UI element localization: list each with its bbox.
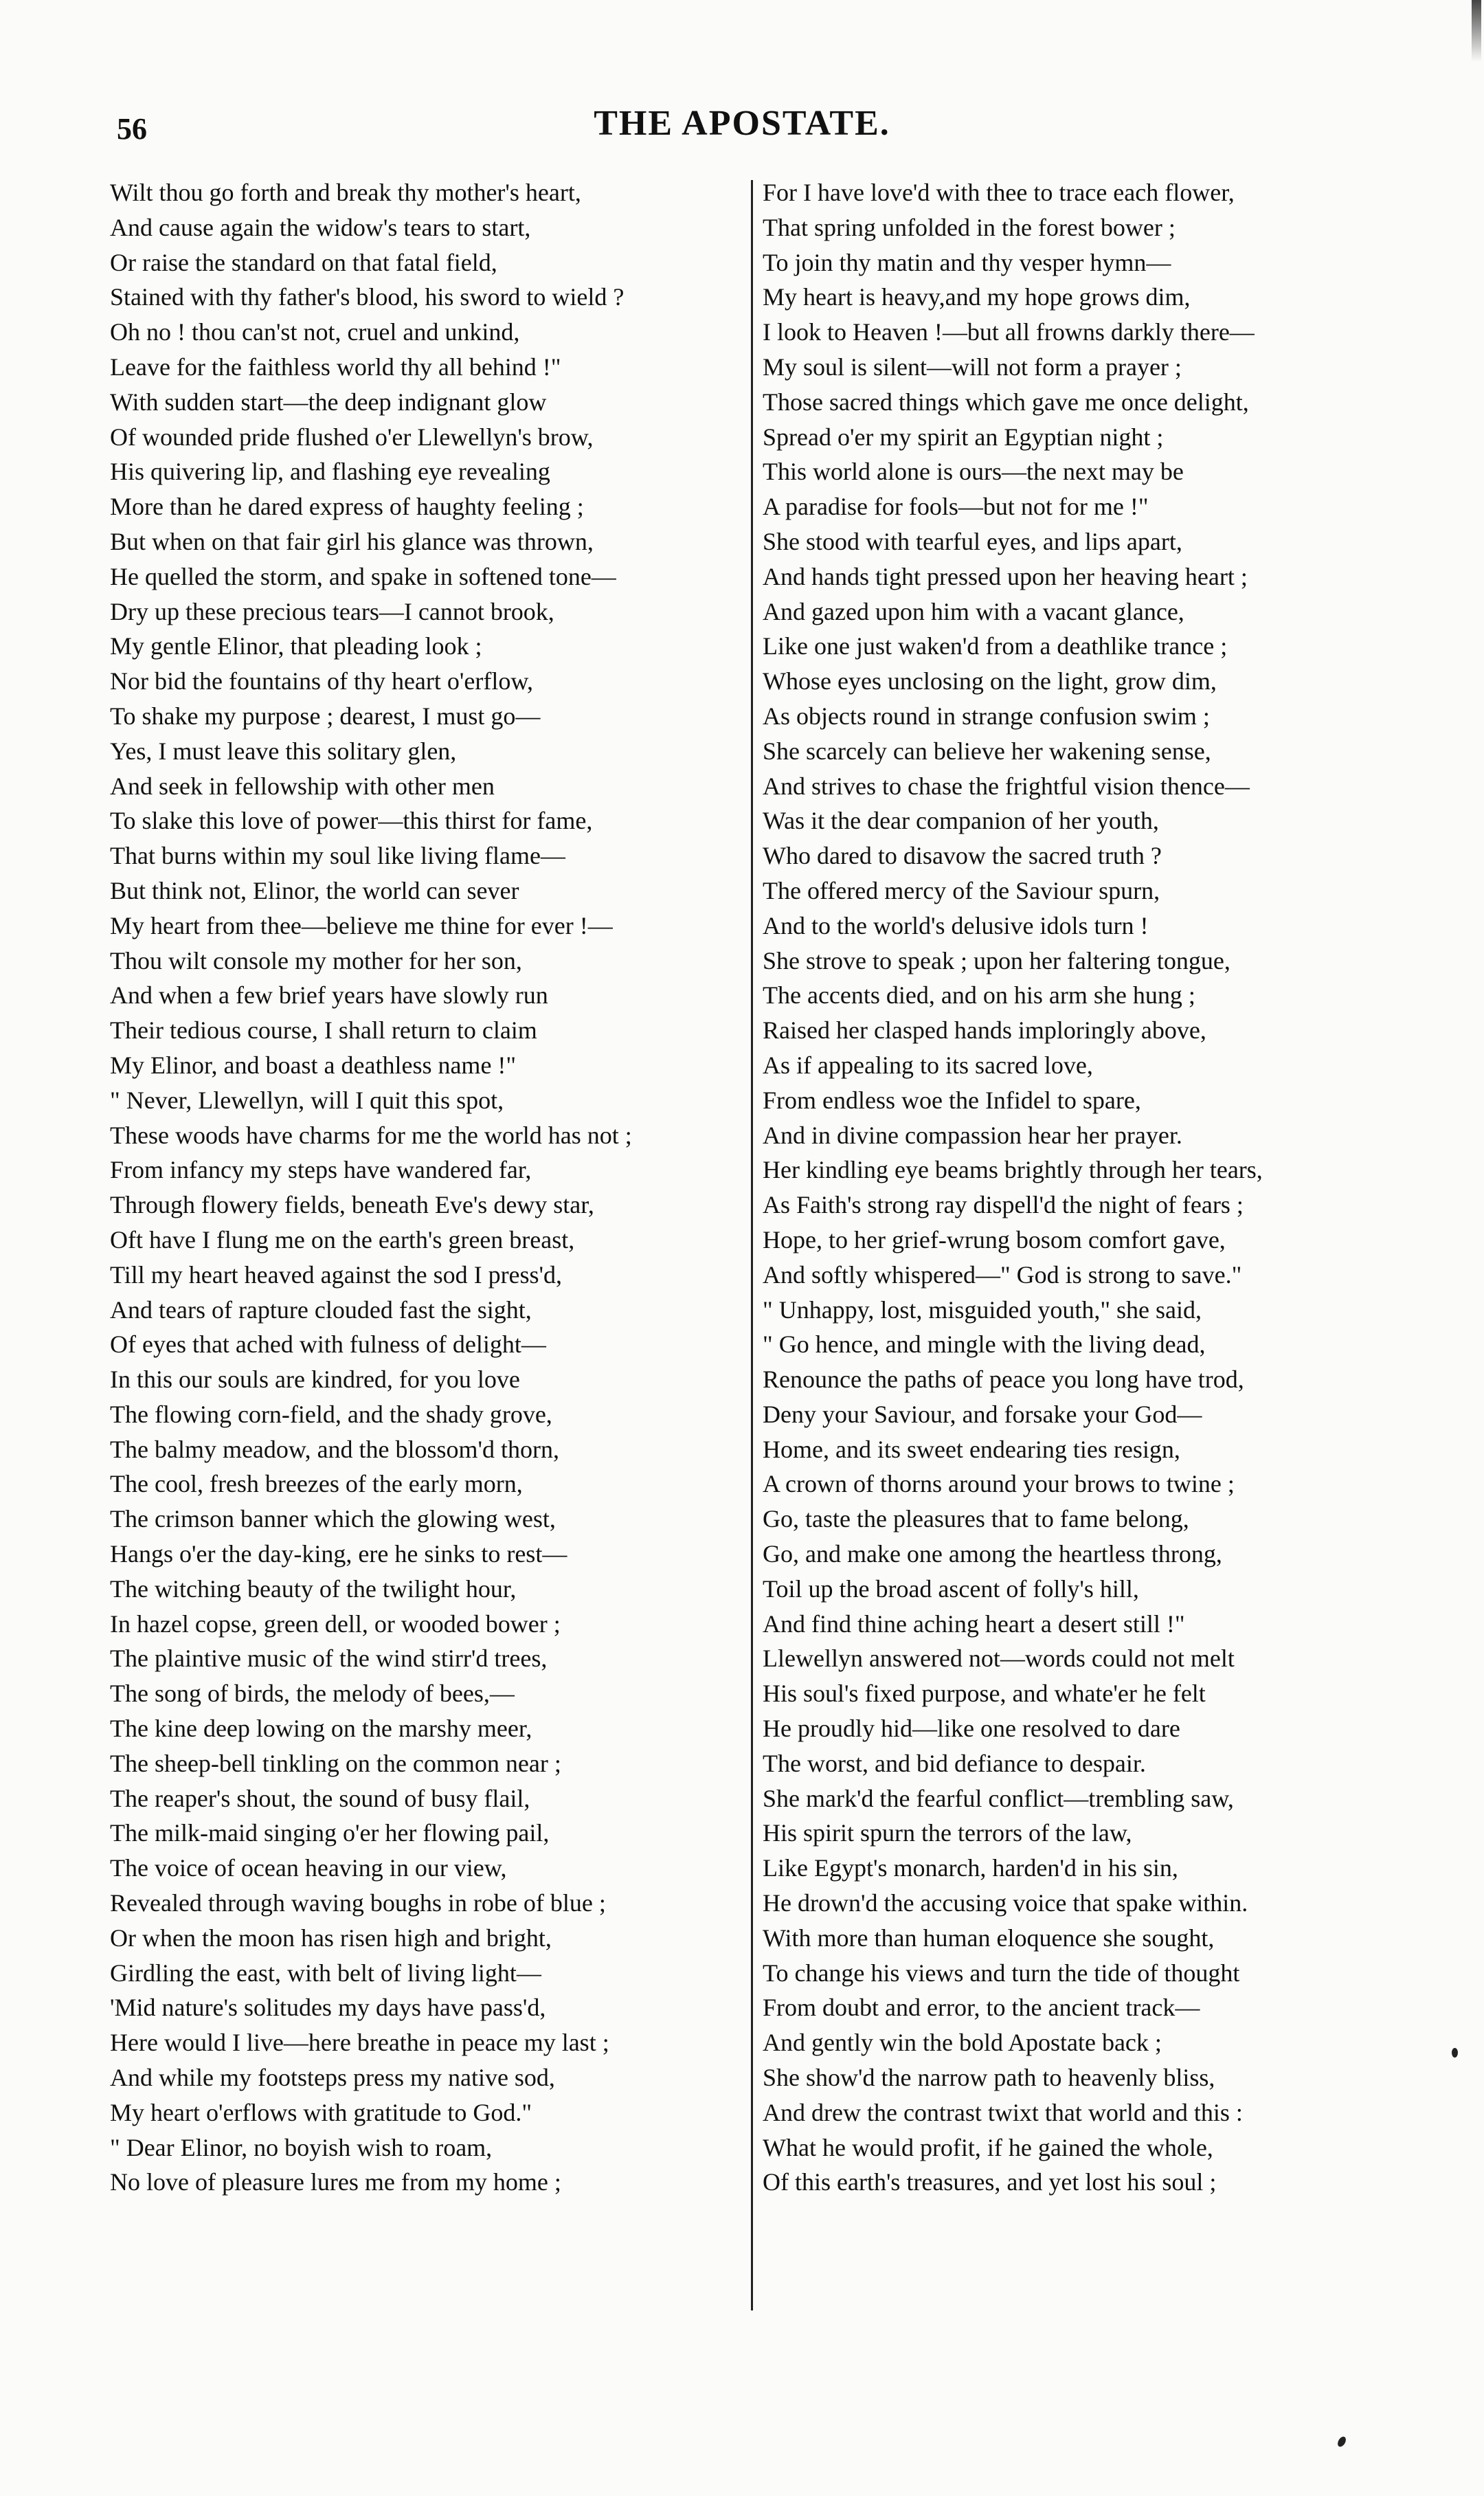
poem-line: My heart from thee—believe me thine for ever !—	[110, 911, 613, 939]
poem-line: What he would profit, if he gained the whole,	[763, 2133, 1213, 2161]
poem-line: The offered mercy of the Saviour spurn,	[763, 876, 1160, 904]
poem-line: Oh no ! thou can'st not, cruel and unkind,	[110, 318, 520, 346]
poem-line: Or when the moon has risen high and bright,	[110, 1924, 552, 1952]
right-column	[763, 175, 1422, 2200]
poem-line: " Unhappy, lost, misguided youth," she said,	[763, 1295, 1202, 1324]
poem-line: He drown'd the accusing voice that spake within.	[763, 1889, 1248, 1917]
poem-line: But think not, Elinor, the world can sever	[110, 876, 519, 904]
poem-line: Oft have I flung me on the earth's green breast,	[110, 1225, 575, 1253]
poem-line: From endless woe the Infidel to spare,	[763, 1086, 1141, 1114]
poem-line: In this our souls are kindred, for you love	[110, 1366, 520, 1394]
poem-line: More than he dared express of haughty feeling ;	[110, 493, 584, 521]
poem-line: Stained with thy father's blood, his sword to wield ?	[110, 283, 625, 311]
poem-line: The voice of ocean heaving in our view,	[110, 1854, 507, 1882]
poem-line: Deny your Saviour, and forsake your God—	[763, 1400, 1202, 1428]
poem-line: And when a few brief years have slowly run	[110, 981, 548, 1010]
poem-line: A paradise for fools—but not for me !"	[763, 493, 1149, 521]
poem-line: Here would I live—here breathe in peace my last ;	[110, 2029, 609, 2057]
poem-line: Hangs o'er the day-king, ere he sinks to rest—	[110, 1540, 567, 1568]
poem-line: The balmy meadow, and the blossom'd thorn,	[110, 1435, 560, 1463]
poem-line: These woods have charms for me the world has not ;	[110, 1121, 632, 1149]
poem-line: This world alone is ours—the next may be	[763, 458, 1184, 486]
poem-line: No love of pleasure lures me from my home ;	[110, 2168, 561, 2196]
poem-line: That burns within my soul like living flame—	[110, 842, 565, 870]
poem-line: But when on that fair girl his glance was thrown,	[110, 527, 594, 555]
poem-line: Spread o'er my spirit an Egyptian night ;	[763, 423, 1164, 451]
poem-line: To shake my purpose ; dearest, I must go—	[110, 702, 541, 730]
poem-line: Till my heart heaved against the sod I press'd,	[110, 1260, 563, 1289]
poem-line: Home, and its sweet endearing ties resign,	[763, 1435, 1180, 1463]
poem-line: With sudden start—the deep indignant glow	[110, 388, 547, 416]
margin-ink-dot	[1452, 2048, 1458, 2058]
poem-line: His quivering lip, and flashing eye revealing	[110, 458, 550, 486]
poem-line: The milk-maid singing o'er her flowing pail,	[110, 1819, 550, 1847]
poem-line: She show'd the narrow path to heavenly bliss,	[763, 2064, 1215, 2092]
poem-line: To change his views and turn the tide of thought	[763, 1959, 1240, 1987]
poem-line: Like Egypt's monarch, harden'd in his sin,	[763, 1854, 1178, 1882]
poem-line: For I have love'd with thee to trace each flower,	[763, 179, 1235, 206]
poem-line: The flowing corn-field, and the shady grove,	[110, 1400, 552, 1428]
poem-line: And softly whispered—" God is strong to save."	[763, 1260, 1242, 1289]
poem-line: And gently win the bold Apostate back ;	[763, 2029, 1162, 2057]
poem-line: And hands tight pressed upon her heaving heart ;	[763, 562, 1248, 590]
poem-line: To join thy matin and thy vesper hymn—	[763, 248, 1171, 276]
poem-line: His spirit spurn the terrors of the law,	[763, 1819, 1132, 1847]
poem-line: Revealed through waving boughs in robe of blue ;	[110, 1889, 606, 1917]
poem-line: And gazed upon him with a vacant glance,	[763, 597, 1184, 625]
column-divider	[751, 180, 753, 2310]
poem-line: Renounce the paths of peace you long have trod,	[763, 1366, 1244, 1394]
poem-line: Of eyes that ached with fulness of delight—	[110, 1330, 546, 1359]
poem-line: The accents died, and on his arm she hung ;	[763, 981, 1195, 1010]
poem-line: That spring unfolded in the forest bower ;	[763, 213, 1176, 241]
poem-line: 'Mid nature's solitudes my days have pass'd,	[110, 1994, 546, 2022]
poem-line: Of wounded pride flushed o'er Llewellyn's brow,	[110, 423, 594, 451]
poem-line: Or raise the standard on that fatal field,	[110, 248, 497, 276]
page-number: 56	[117, 112, 147, 146]
poem-line: He proudly hid—like one resolved to dare	[763, 1715, 1180, 1743]
poem-line: And seek in fellowship with other men	[110, 772, 495, 800]
poem-line: " Dear Elinor, no boyish wish to roam,	[110, 2133, 493, 2161]
poem-line: The worst, and bid defiance to despair.	[763, 1749, 1146, 1777]
poem-line: And find thine aching heart a desert still !"	[763, 1609, 1185, 1638]
poem-line: Go, taste the pleasures that to fame belong,	[763, 1505, 1189, 1533]
poem-line: She mark'd the fearful conflict—trembling saw,	[763, 1784, 1234, 1812]
left-column	[110, 175, 797, 2200]
poem-line: Girdling the east, with belt of living light—	[110, 1959, 541, 1987]
poem-line: And strives to chase the frightful vision thence—	[763, 772, 1250, 800]
poem-line: My heart o'erflows with gratitude to God."	[110, 2098, 532, 2126]
poem-line: A crown of thorns around your brows to twine ;	[763, 1470, 1235, 1498]
poem-line: My heart is heavy,and my hope grows dim,	[763, 283, 1191, 311]
poem-line: Their tedious course, I shall return to claim	[110, 1016, 537, 1045]
poem-line: In hazel copse, green dell, or wooded bower ;	[110, 1609, 561, 1638]
poem-line: Toil up the broad ascent of folly's hill,	[763, 1574, 1139, 1603]
poem-line: As objects round in strange confusion swim ;	[763, 702, 1210, 730]
poem-line: Leave for the faithless world thy all behind !"	[110, 353, 561, 381]
poem-line: The cool, fresh breezes of the early morn,	[110, 1470, 523, 1498]
poem-line: From doubt and error, to the ancient track—	[763, 1994, 1200, 2022]
poem-line: And to the world's delusive idols turn !	[763, 911, 1149, 939]
poem-line: As if appealing to its sacred love,	[763, 1051, 1093, 1079]
poem-line: Was it the dear companion of her youth,	[763, 807, 1159, 835]
poem-line: Nor bid the fountains of thy heart o'erflow,	[110, 667, 533, 695]
poem-line: Like one just waken'd from a deathlike trance ;	[763, 632, 1228, 660]
corner-ink-mark	[1336, 2436, 1348, 2449]
poem-line: My soul is silent—will not form a prayer ;	[763, 353, 1182, 381]
poem-line: Llewellyn answered not—words could not melt	[763, 1645, 1235, 1673]
poem-line: Who dared to disavow the sacred truth ?	[763, 842, 1162, 870]
poem-line: The kine deep lowing on the marshy meer,	[110, 1715, 532, 1743]
poem-line: As Faith's strong ray dispell'd the night of fears ;	[763, 1191, 1244, 1219]
poem-line: The sheep-bell tinkling on the common near ;	[110, 1749, 561, 1777]
poem-line: And cause again the widow's tears to start,	[110, 213, 531, 241]
poem-line: He quelled the storm, and spake in softened tone—	[110, 562, 616, 590]
running-title: THE APOSTATE.	[594, 104, 890, 143]
page-edge-mark	[1472, 0, 1481, 62]
poem-line: Wilt thou go forth and break thy mother's heart,	[110, 179, 581, 206]
poem-line: The reaper's shout, the sound of busy flail,	[110, 1784, 530, 1812]
poem-line: Thou wilt console my mother for her son,	[110, 946, 522, 974]
poem-line: Raised her clasped hands imploringly above,	[763, 1016, 1206, 1045]
poem-line: Dry up these precious tears—I cannot brook,	[110, 597, 554, 625]
poem-line: To slake this love of power—this thirst for fame,	[110, 807, 593, 835]
poem-line: She strove to speak ; upon her faltering tongue,	[763, 946, 1230, 974]
poem-line: Go, and make one among the heartless throng,	[763, 1540, 1222, 1568]
poem-line: With more than human eloquence she sought,	[763, 1924, 1215, 1952]
poem-line: Her kindling eye beams brightly through her tears,	[763, 1156, 1263, 1184]
poem-line: The song of birds, the melody of bees,—	[110, 1680, 515, 1708]
poem-line: And in divine compassion hear her prayer.	[763, 1121, 1182, 1149]
poem-line: And drew the contrast twixt that world and this :	[763, 2098, 1243, 2126]
poem-line: Yes, I must leave this solitary glen,	[110, 737, 457, 765]
poem-line: His soul's fixed purpose, and whate'er he felt	[763, 1680, 1206, 1708]
poem-line: My Elinor, and boast a deathless name !"	[110, 1051, 517, 1079]
poem-line: And tears of rapture clouded fast the sight,	[110, 1295, 532, 1324]
poem-line: Hope, to her grief-wrung bosom comfort gave,	[763, 1225, 1226, 1253]
poem-line: The witching beauty of the twilight hour,	[110, 1574, 517, 1603]
poem-line: She stood with tearful eyes, and lips apart,	[763, 527, 1182, 555]
poem-line: From infancy my steps have wandered far,	[110, 1156, 532, 1184]
poem-line: And while my footsteps press my native sod,	[110, 2064, 555, 2092]
poem-line: I look to Heaven !—but all frowns darkly there—	[763, 318, 1255, 346]
poem-line: Of this earth's treasures, and yet lost his soul ;	[763, 2168, 1217, 2196]
poem-line: The crimson banner which the glowing west,	[110, 1505, 556, 1533]
poem-line: She scarcely can believe her wakening sense,	[763, 737, 1211, 765]
poem-line: Whose eyes unclosing on the light, grow dim,	[763, 667, 1217, 695]
poem-line: Through flowery fields, beneath Eve's dewy star,	[110, 1191, 594, 1219]
poem-line: Those sacred things which gave me once delight,	[763, 388, 1249, 416]
poem-line: My gentle Elinor, that pleading look ;	[110, 632, 482, 660]
poem-line: " Never, Llewellyn, will I quit this spot,	[110, 1086, 504, 1114]
poem-line: The plaintive music of the wind stirr'd trees,	[110, 1645, 548, 1673]
poem-line: " Go hence, and mingle with the living dead,	[763, 1330, 1206, 1359]
